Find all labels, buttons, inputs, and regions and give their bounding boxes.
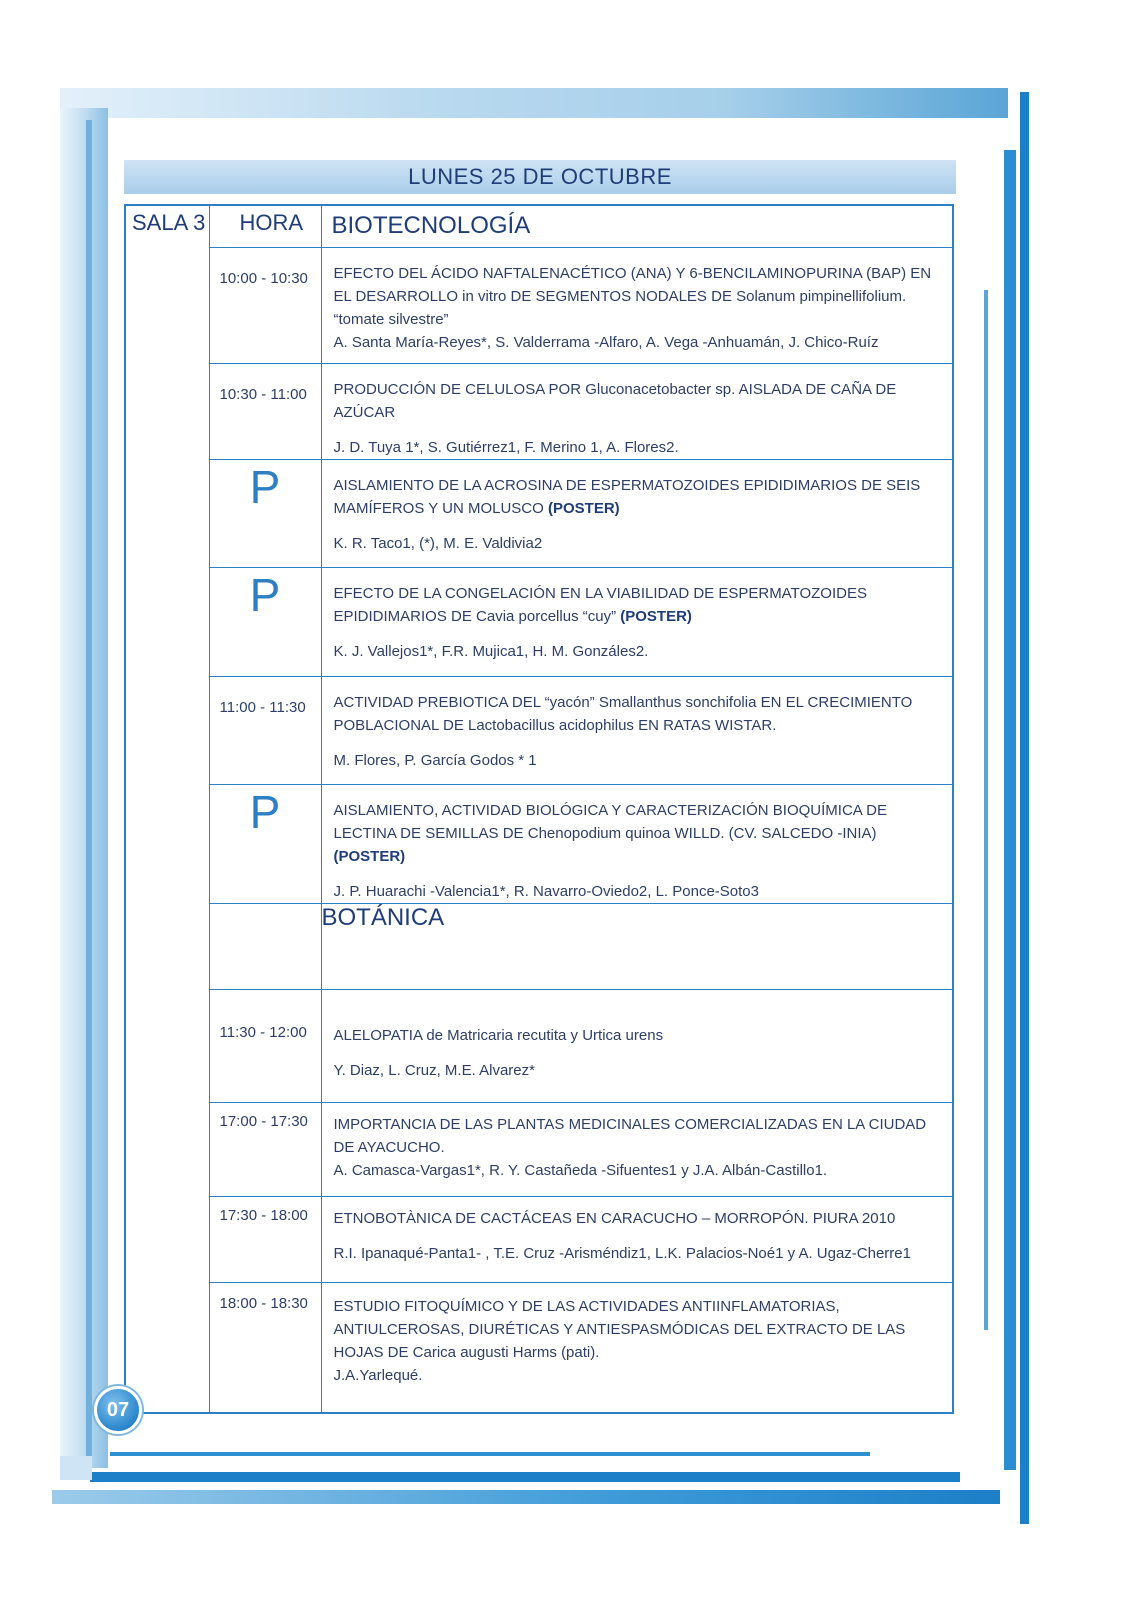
talk-title: EFECTO DEL ÁCIDO NAFTALENACÉTICO (ANA) Y 6-BENCILAMINOPURINA (BAP) EN EL DESARROLLO in vitro DE SEGMENTOS NODALES DE Solanum pimpinellifolium. “tomate silvestre” — [333, 264, 932, 328]
frame-right-line — [1004, 150, 1016, 1470]
talk-authors: K. R. Taco1, (*), M. E. Valdivia2 — [333, 535, 543, 553]
talk-entry — [321, 568, 953, 676]
frame-right-outer-line — [1020, 92, 1029, 1524]
frame-bottom-band — [52, 1490, 1000, 1504]
talk-authors: A. Camasca-Vargas1*, R. Y. Castañeda -Sifuentes1 y J.A. Albán-Castillo1. — [333, 1161, 828, 1179]
talk-title: ALELOPATIA de Matricaria recutita y Urtica urens — [333, 1027, 664, 1045]
table-row — [125, 676, 953, 784]
talk-authors: M. Flores, P. García Godos * 1 — [333, 751, 537, 769]
frame-bottom-thin-line — [110, 1452, 870, 1456]
frame-top-band — [60, 88, 1008, 118]
talk-title: IMPORTANCIA DE LAS PLANTAS MEDICINALES COMERCIALIZADAS EN LA CIUDAD DE AYACUCHO. — [333, 1115, 927, 1156]
time-slot: 17:00 - 17:30 — [209, 1102, 321, 1196]
talk-title: AISLAMIENTO DE LA ACROSINA DE ESPERMATOZOIDES EPIDIDIMARIOS DE SEIS MAMÍFEROS Y UN MOLUSCO — [333, 477, 921, 518]
talk-authors: J.A.Yarlequé. — [333, 1367, 423, 1385]
talk-authors: K. J. Vallejos1*, F.R. Mujica1, H. M. Gonzáles2. — [333, 643, 649, 661]
time-slot: 11:30 - 12:00 — [209, 990, 321, 1102]
talk-authors: J. D. Tuya 1*, S. Gutiérrez1, F. Merino 1, A. Flores2. — [333, 438, 679, 456]
table-row — [125, 1102, 953, 1196]
talk-title: AISLAMIENTO, ACTIVIDAD BIOLÓGICA Y CARACTERIZACIÓN BIOQUÍMICA DE LECTINA DE SEMILLAS DE Chenopodium quinoa WILLD. (CV. SALCEDO -INIA) — [333, 801, 887, 842]
talk-entry — [321, 1196, 953, 1282]
table-row — [125, 460, 953, 568]
schedule-table — [124, 204, 954, 1414]
time-slot: 17:30 - 18:00 — [209, 1196, 321, 1282]
hora-label: HORA — [209, 205, 321, 247]
table-row — [125, 247, 953, 363]
talk-title: PRODUCCIÓN DE CELULOSA POR Gluconacetobacter sp. AISLADA DE CAÑA DE AZÚCAR — [333, 380, 897, 421]
table-row — [125, 1196, 953, 1282]
talk-authors: A. Santa María-Reyes*, S. Valderrama -Alfaro, A. Vega -Anhuamán, J. Chico-Ruíz — [333, 333, 879, 351]
time-slot: 10:00 - 10:30 — [209, 247, 321, 363]
talk-title: EFECTO DE LA CONGELACIÓN EN LA VIABILIDAD DE ESPERMATOZOIDES EPIDIDIMARIOS DE Cavia porcellus “cuy” — [333, 585, 867, 626]
talk-authors: Y. Diaz, L. Cruz, M.E. Alvarez* — [333, 1062, 535, 1080]
page-number-badge: 07 — [94, 1386, 142, 1434]
talk-title: ESTUDIO FITOQUÍMICO Y DE LAS ACTIVIDADES ANTIINFLAMATORIAS, ANTIULCEROSAS, DIURÉTICAS Y ANTIESPASMÓDICAS DEL EXTRACTO DE LAS HOJAS DE Carica augusti Harms (pati). — [333, 1298, 906, 1362]
time-slot: 18:00 - 18:30 — [209, 1283, 321, 1413]
frame-left-band — [60, 108, 108, 1468]
talk-entry — [321, 784, 953, 903]
table-row — [125, 784, 953, 903]
poster-tag: (POSTER) — [620, 608, 692, 626]
frame-left-line — [86, 120, 92, 1460]
time-slot: 11:00 - 11:30 — [209, 676, 321, 784]
poster-marker: P — [209, 784, 321, 903]
talk-entry — [321, 363, 953, 459]
talk-entry — [321, 1102, 953, 1196]
time-slot: 10:30 - 11:00 — [209, 363, 321, 459]
table-row — [125, 1283, 953, 1413]
table-row — [125, 363, 953, 459]
talk-title: ETNOBOTÀNICA DE CACTÁCEAS EN CARACUCHO – MORROPÓN. PIURA 2010 — [333, 1209, 896, 1227]
section-row — [125, 904, 953, 990]
table-header-row — [125, 205, 953, 247]
talk-title: ACTIVIDAD PREBIOTICA DEL “yacón” Smallanthus sonchifolia EN EL CRECIMIENTO POBLACIONAL DE Lactobacillus acidophilus EN RATAS WISTAR. — [333, 693, 913, 734]
sala-label: SALA 3 — [125, 205, 209, 247]
poster-marker: P — [209, 460, 321, 568]
talk-entry — [321, 990, 953, 1102]
frame-corner-block — [60, 1456, 92, 1480]
talk-authors: J. P. Huarachi -Valencia1*, R. Navarro-Oviedo2, L. Ponce-Soto3 — [333, 882, 759, 900]
talk-entry — [321, 460, 953, 568]
talk-entry — [321, 676, 953, 784]
section-heading-biotecnologia: BIOTECNOLOGÍA — [331, 212, 531, 239]
section-heading-botanica: BOTÁNICA — [321, 904, 953, 990]
talk-authors: R.I. Ipanaqué-Panta1- , T.E. Cruz -Arisméndiz1, L.K. Palacios-Noé1 y A. Ugaz-Cherre1 — [333, 1244, 911, 1262]
page-title: LUNES 25 DE OCTUBRE — [124, 160, 956, 194]
talk-entry — [321, 1283, 953, 1413]
poster-marker: P — [209, 568, 321, 676]
talk-entry — [321, 247, 953, 363]
frame-bottom-line — [90, 1472, 960, 1482]
table-row — [125, 990, 953, 1102]
poster-tag: (POSTER) — [547, 500, 620, 518]
poster-tag: (POSTER) — [333, 847, 406, 865]
table-row — [125, 568, 953, 676]
frame-right-thin-line — [984, 290, 988, 1330]
